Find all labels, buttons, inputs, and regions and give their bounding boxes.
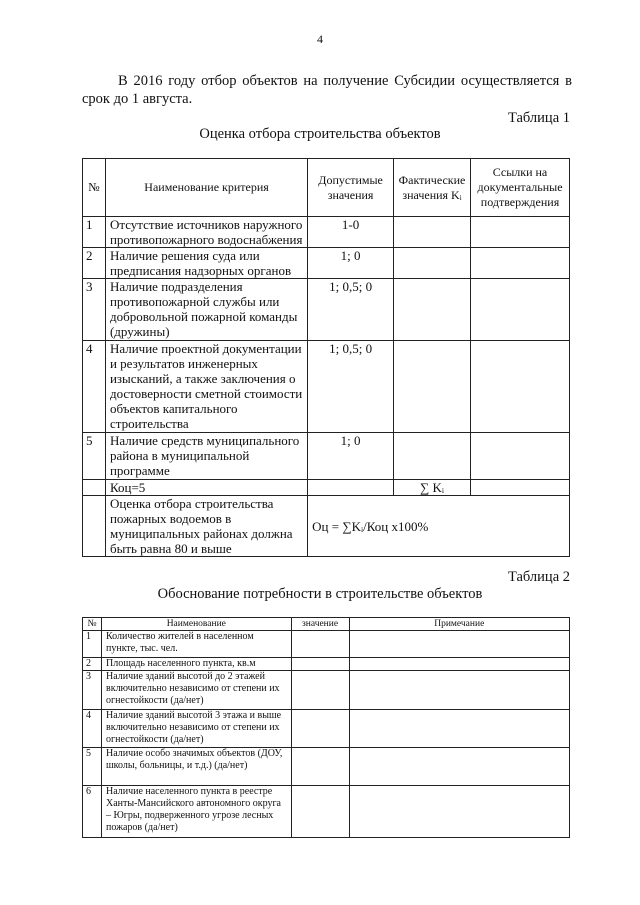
criterion-name: Отсутствие источников наружного противопожарного водоснабжения (105, 217, 307, 248)
criteria-table-header (83, 159, 570, 217)
row-name: Наличие зданий высотой 3 этажа и выше включительно независимо от степени их огнестойкости (да/нет) (101, 710, 291, 748)
justification-table (82, 617, 570, 838)
row-num: 3 (83, 671, 102, 710)
table1-title: Оценка отбора строительства объектов (199, 126, 441, 142)
allowed-value: 1-0 (308, 217, 394, 248)
doc-ref-cell (471, 279, 570, 341)
actual-value-cell (394, 248, 471, 279)
criteria-table (82, 158, 570, 557)
criterion-name: Наличие средств муниципального района в муниципальной программе (105, 433, 307, 480)
table-row (83, 748, 570, 786)
koc-allowed-cell (308, 480, 394, 496)
value-cell (291, 748, 349, 786)
criterion-name: Наличие подразделения противопожарной службы или добровольной пожарной команды (дружины) (105, 279, 307, 341)
doc-ref-cell (471, 433, 570, 480)
value-cell (291, 710, 349, 748)
criterion-name: Наличие проектной документации и результатов инженерных изысканий, а также заключения о достоверности сметной стоимости объектов капитального строительства (105, 341, 307, 433)
header-note: Примечание (349, 618, 569, 631)
row-name: Наличие населенного пункта в реестре Ханты-Мансийского автономного округа – Югры, подверженного угрозе лесных пожаров (да/нет) (101, 786, 291, 838)
table-row (83, 631, 570, 658)
actual-value-cell (394, 217, 471, 248)
allowed-value: 1; 0,5; 0 (308, 341, 394, 433)
row-num: 4 (83, 341, 106, 433)
row-num: 5 (83, 748, 102, 786)
final-score-row (83, 496, 570, 557)
row-name: Наличие зданий высотой до 2 этажей включительно независимо от степени их огнестойкости (да/нет) (101, 671, 291, 710)
row-num: 3 (83, 279, 106, 341)
header-num: № (83, 618, 102, 631)
intro-paragraph: В 2016 году отбор объектов на получение Субсидии осуществляется в срок до 1 августа. (82, 73, 572, 107)
koc-num-cell (83, 480, 106, 496)
header-criterion-name: Наименование критерия (105, 159, 307, 217)
note-cell (349, 671, 569, 710)
doc-ref-cell (471, 341, 570, 433)
allowed-value: 1; 0 (308, 248, 394, 279)
table1-label: Таблица 1 (507, 110, 570, 126)
note-cell (349, 748, 569, 786)
final-num-cell (83, 496, 106, 557)
row-num: 2 (83, 248, 106, 279)
justification-table-header (83, 618, 570, 631)
note-cell (349, 786, 569, 838)
koc-label: Коц=5 (105, 480, 307, 496)
table-row (83, 217, 570, 248)
actual-value-cell (394, 433, 471, 480)
row-num: 5 (83, 433, 106, 480)
doc-ref-cell (471, 248, 570, 279)
note-cell (349, 658, 569, 671)
page-number: 4 (317, 32, 323, 46)
value-cell (291, 631, 349, 658)
header-num: № (83, 159, 106, 217)
table2-title: Обоснование потребности в строительстве объектов (157, 586, 483, 602)
score-formula: Оц = ∑Kᵢ/Коц х100% (308, 496, 570, 557)
header-value: значение (291, 618, 349, 631)
header-allowed-values: Допустимые значения (308, 159, 394, 217)
allowed-value: 1; 0,5; 0 (308, 279, 394, 341)
value-cell (291, 658, 349, 671)
table-row (83, 341, 570, 433)
sum-ki-label: ∑ Kᵢ (394, 480, 471, 496)
row-name: Площадь населенного пункта, кв.м (101, 658, 291, 671)
koc-row (83, 480, 570, 496)
header-actual-values: Фактические значения Kᵢ (394, 159, 471, 217)
final-score-text: Оценка отбора строительства пожарных водоемов в муниципальных районах должна быть равна 80 и выше (105, 496, 307, 557)
criterion-name: Наличие решения суда или предписания надзорных органов (105, 248, 307, 279)
header-name: Наименование (101, 618, 291, 631)
table-row (83, 433, 570, 480)
table-row (83, 279, 570, 341)
doc-ref-cell (471, 217, 570, 248)
note-cell (349, 710, 569, 748)
table-row (83, 786, 570, 838)
row-num: 1 (83, 631, 102, 658)
actual-value-cell (394, 279, 471, 341)
row-num: 6 (83, 786, 102, 838)
row-name: Количество жителей в населенном пункте, тыс. чел. (101, 631, 291, 658)
header-doc-refs: Ссылки на документальные подтверждения (471, 159, 570, 217)
actual-value-cell (394, 341, 471, 433)
row-name: Наличие особо значимых объектов (ДОУ, школы, больницы, и т.д.) (да/нет) (101, 748, 291, 786)
table-row (83, 248, 570, 279)
koc-ref-cell (471, 480, 570, 496)
value-cell (291, 786, 349, 838)
row-num: 4 (83, 710, 102, 748)
row-num: 1 (83, 217, 106, 248)
note-cell (349, 631, 569, 658)
table-row (83, 671, 570, 710)
allowed-value: 1; 0 (308, 433, 394, 480)
table-row (83, 710, 570, 748)
value-cell (291, 671, 349, 710)
row-num: 2 (83, 658, 102, 671)
table-row (83, 658, 570, 671)
table2-label: Таблица 2 (507, 569, 570, 585)
